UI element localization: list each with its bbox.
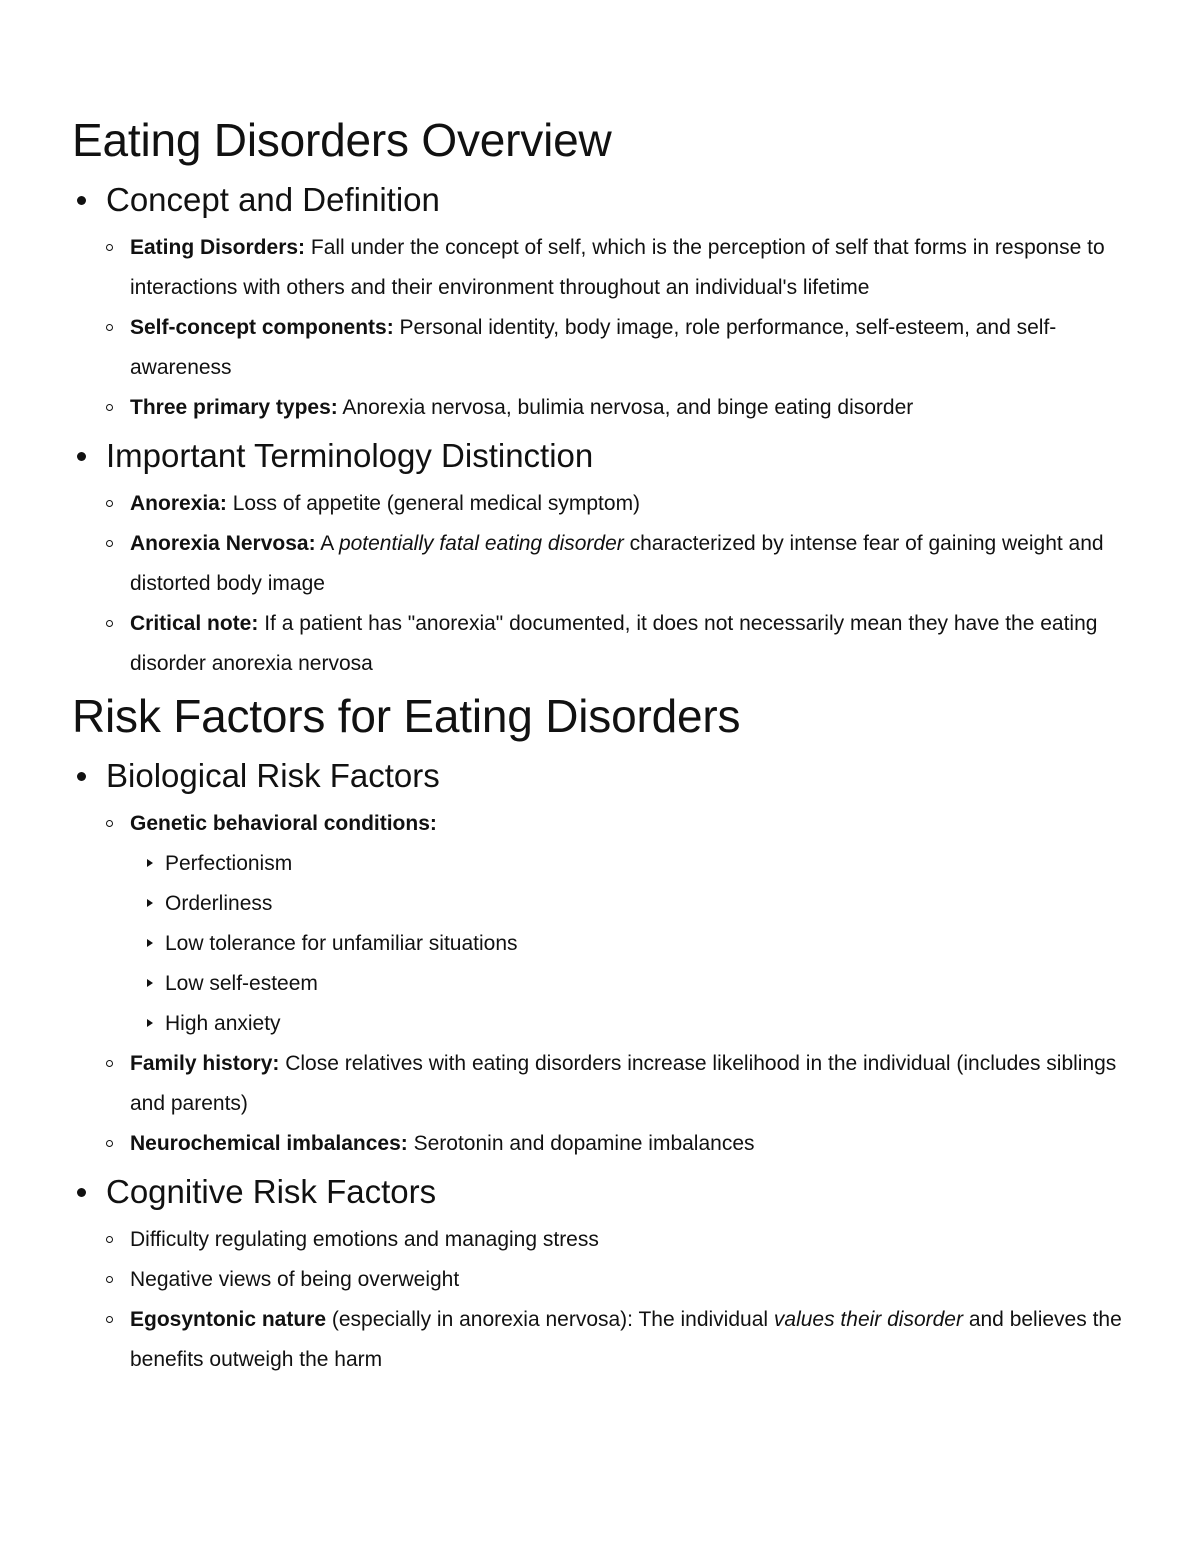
term-text: A bbox=[315, 532, 339, 555]
list-item-cognitive bbox=[72, 1164, 1142, 1380]
term-label: Neurochemical imbalances: bbox=[130, 1132, 408, 1155]
term-text: and believes the benefits outweigh the harm bbox=[130, 1308, 1122, 1371]
term-label: Genetic behavioral conditions: bbox=[130, 812, 437, 835]
emphasis-text: potentially fatal eating disorder bbox=[338, 532, 624, 555]
bullet-triangle-icon bbox=[147, 939, 153, 947]
term-label: Family history: bbox=[130, 1052, 280, 1075]
list-item bbox=[130, 924, 1142, 964]
bullet-triangle-icon bbox=[147, 859, 153, 867]
heading-eating-disorders-overview: Eating Disorders Overview bbox=[72, 114, 612, 166]
bullet-triangle-icon bbox=[147, 899, 153, 907]
list-item bbox=[106, 388, 1142, 428]
term-text: If a patient has "anorexia" documented, it does not necessarily mean they have the eating disorder anorexia nervosa bbox=[130, 612, 1098, 675]
list-item-text: Low tolerance for unfamiliar situations bbox=[165, 932, 518, 955]
bullet-circle-icon bbox=[106, 620, 113, 627]
list-item bbox=[106, 804, 1142, 1044]
list-item-text: Negative views of being overweight bbox=[130, 1268, 460, 1291]
list-item bbox=[106, 308, 1142, 388]
term-text: Close relatives with eating disorders increase likelihood in the individual (includes siblings and parents) bbox=[130, 1052, 1117, 1115]
term-text: Loss of appetite (general medical symptom) bbox=[226, 492, 641, 515]
list-item-biological bbox=[72, 748, 1142, 1164]
term-text: (especially in anorexia nervosa): The individual bbox=[326, 1308, 774, 1331]
term-label: Critical note: bbox=[130, 612, 259, 635]
term-label: Egosyntonic nature bbox=[130, 1308, 327, 1331]
bullet-dot-icon bbox=[77, 772, 86, 781]
list-item-concept bbox=[72, 172, 1142, 428]
bullet-circle-icon bbox=[106, 324, 113, 331]
subheading-terminology: Important Terminology Distinction bbox=[106, 437, 594, 474]
list-item bbox=[130, 1004, 1142, 1044]
list-item bbox=[106, 1260, 1142, 1300]
bullet-circle-icon bbox=[106, 540, 113, 547]
bullet-dot-icon bbox=[77, 196, 86, 205]
list-item-text: Perfectionism bbox=[165, 852, 293, 875]
risk-factors-list bbox=[72, 748, 1142, 1380]
bullet-circle-icon bbox=[106, 820, 113, 827]
term-text: Fall under the concept of self, which is the perception of self that forms in response to interactions with others and their environment throughout an individual's lifetime bbox=[130, 236, 1105, 299]
document-page bbox=[72, 108, 1142, 1380]
bullet-dot-icon bbox=[77, 452, 86, 461]
term-label: Three primary types: bbox=[130, 396, 338, 419]
bullet-circle-icon bbox=[106, 1140, 113, 1147]
subheading-concept-definition: Concept and Definition bbox=[106, 181, 440, 218]
term-text: Personal identity, body image, role performance, self-esteem, and self-awareness bbox=[130, 316, 1057, 379]
list-item bbox=[106, 604, 1142, 684]
term-text: Anorexia nervosa, bulimia nervosa, and binge eating disorder bbox=[337, 396, 914, 419]
heading-risk-factors: Risk Factors for Eating Disorders bbox=[72, 690, 741, 742]
list-item bbox=[106, 484, 1142, 524]
genetic-conditions-list bbox=[130, 844, 1142, 1044]
term-text: characterized by intense fear of gaining weight and distorted body image bbox=[130, 532, 1104, 595]
bullet-circle-icon bbox=[106, 404, 113, 411]
subheading-biological: Biological Risk Factors bbox=[106, 757, 440, 794]
list-item bbox=[130, 884, 1142, 924]
bullet-circle-icon bbox=[106, 1060, 113, 1067]
list-item bbox=[106, 1124, 1142, 1164]
bullet-circle-icon bbox=[106, 244, 113, 251]
bullet-circle-icon bbox=[106, 1236, 113, 1243]
list-item-text: Difficulty regulating emotions and managing stress bbox=[130, 1228, 599, 1251]
bullet-circle-icon bbox=[106, 1276, 113, 1283]
list-item-text: Low self-esteem bbox=[165, 972, 318, 995]
bullet-circle-icon bbox=[106, 500, 113, 507]
term-text: Serotonin and dopamine imbalances bbox=[407, 1132, 755, 1155]
list-item bbox=[106, 524, 1142, 604]
cognitive-sublist bbox=[106, 1220, 1142, 1380]
term-label: Anorexia: bbox=[130, 492, 227, 515]
emphasis-text: values their disorder bbox=[773, 1308, 963, 1331]
terminology-sublist bbox=[106, 484, 1142, 684]
subheading-cognitive: Cognitive Risk Factors bbox=[106, 1173, 437, 1210]
list-item bbox=[106, 1300, 1142, 1380]
bullet-dot-icon bbox=[77, 1188, 86, 1197]
list-item-text: Orderliness bbox=[165, 892, 273, 915]
list-item-terminology bbox=[72, 428, 1142, 684]
list-item-text: High anxiety bbox=[165, 1012, 281, 1035]
list-item bbox=[130, 844, 1142, 884]
bullet-circle-icon bbox=[106, 1316, 113, 1323]
list-item bbox=[106, 1044, 1142, 1124]
list-item bbox=[106, 228, 1142, 308]
term-label: Self-concept components: bbox=[130, 316, 394, 339]
overview-list bbox=[72, 172, 1142, 684]
bullet-triangle-icon bbox=[147, 1019, 153, 1027]
term-label: Anorexia Nervosa: bbox=[130, 532, 316, 555]
bullet-triangle-icon bbox=[147, 979, 153, 987]
list-item bbox=[106, 1220, 1142, 1260]
concept-sublist bbox=[106, 228, 1142, 428]
biological-sublist bbox=[106, 804, 1142, 1164]
list-item bbox=[130, 964, 1142, 1004]
term-label: Eating Disorders: bbox=[130, 236, 306, 259]
